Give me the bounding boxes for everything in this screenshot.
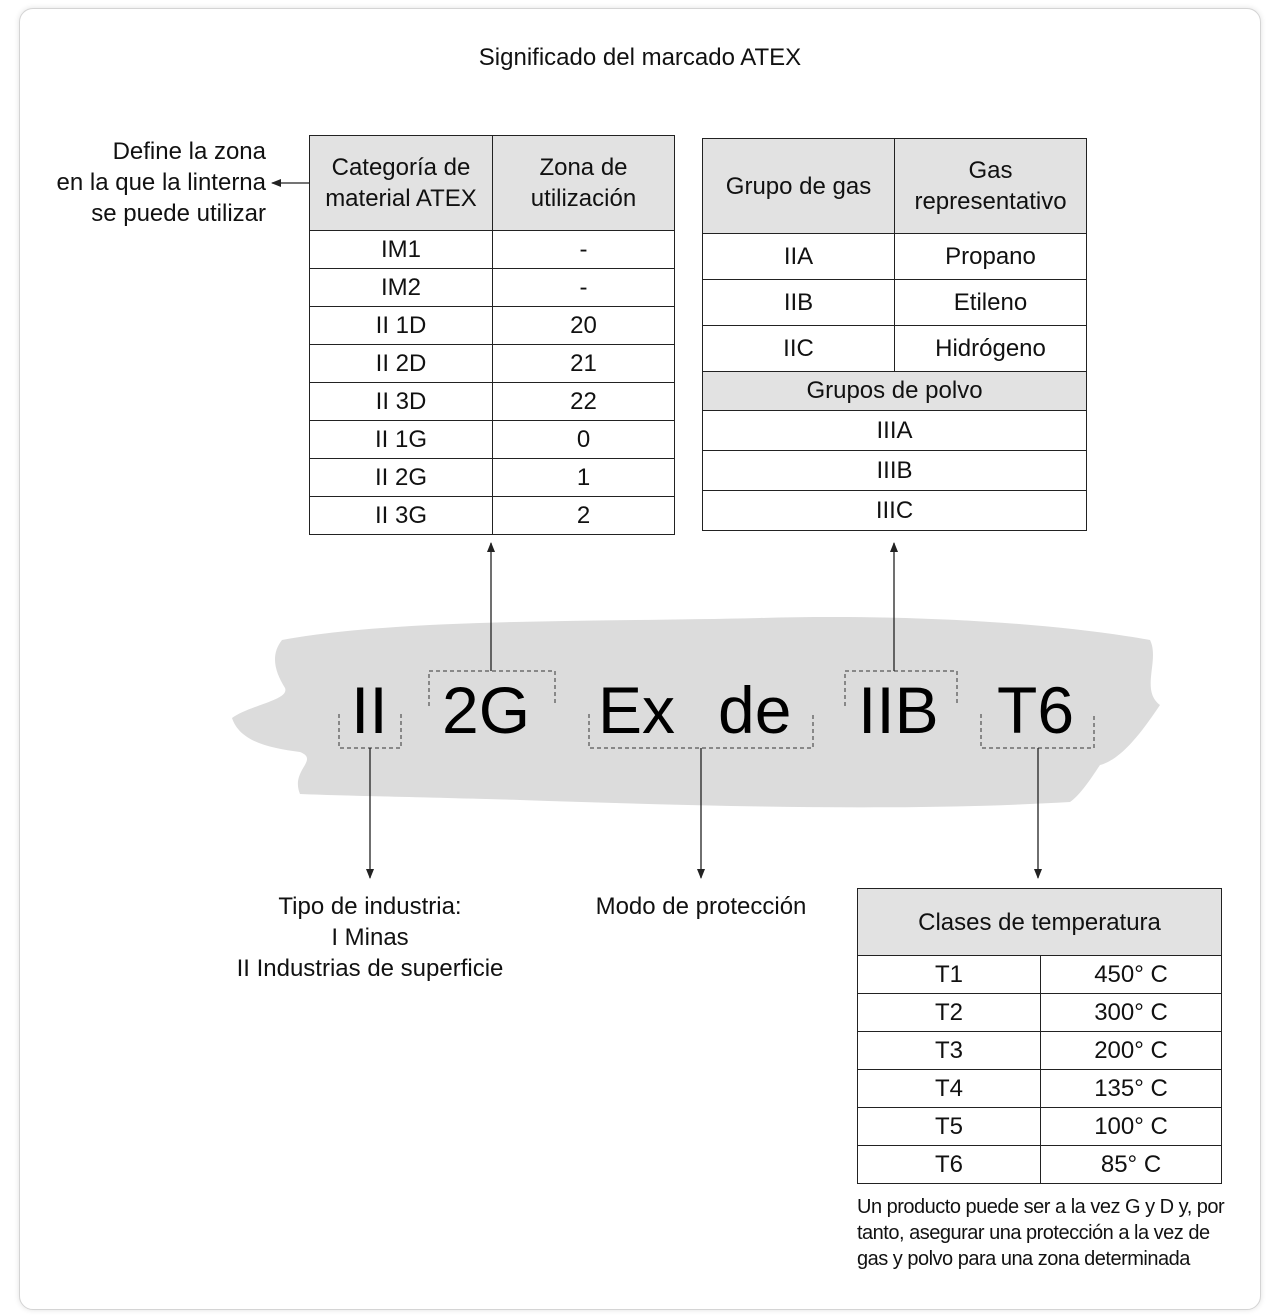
table-row (858, 1070, 1222, 1108)
table-row (703, 491, 1087, 531)
temp-value-cell: 450° C (1041, 956, 1222, 994)
table-row (310, 231, 675, 269)
category-cell: IM2 (310, 269, 493, 307)
temp-class-cell: T5 (858, 1108, 1041, 1146)
define-line-1: Define la zona (112, 138, 266, 165)
zone-cell: 20 (493, 307, 675, 345)
dust-group-cell: IIIA (703, 411, 1087, 451)
zone-cell: 21 (493, 345, 675, 383)
dust-header-row (703, 372, 1087, 411)
table-row (703, 326, 1087, 372)
zone-cell: 22 (493, 383, 675, 421)
category-header: Categoría de material ATEX (310, 136, 493, 231)
table-row (310, 345, 675, 383)
define-line-2: en la que la linterna (56, 169, 266, 196)
define-zone-note (57, 136, 266, 229)
dust-group-cell: IIIC (703, 491, 1087, 531)
table-row (310, 307, 675, 345)
category-cell: II 3G (310, 497, 493, 535)
temperature-classes-header: Clases de temperatura (858, 889, 1222, 956)
representative-gas-header: Gas representativo (895, 139, 1087, 234)
table-row (310, 459, 675, 497)
table-row (310, 269, 675, 307)
temp-value-cell: 100° C (1041, 1108, 1222, 1146)
temp-value-cell: 85° C (1041, 1146, 1222, 1184)
table-row (858, 1032, 1222, 1070)
marking-protection: de (718, 673, 792, 747)
zone-cell: - (493, 269, 675, 307)
gas-group-header: Grupo de gas (703, 139, 895, 234)
figure-title: Significado del marcado ATEX (478, 44, 802, 71)
table-row (703, 280, 1087, 326)
gas-group-table (702, 138, 1087, 531)
table-row (703, 234, 1087, 280)
zone-cell: 1 (493, 459, 675, 497)
industry-desc-line: I Minas (331, 924, 409, 951)
temp-value-cell: 200° C (1041, 1032, 1222, 1070)
gas-group-cell: IIB (703, 280, 895, 326)
dust-group-cell: IIIB (703, 451, 1087, 491)
marking-industry: II (351, 673, 388, 747)
table-row (703, 451, 1087, 491)
temp-class-cell: T6 (858, 1146, 1041, 1184)
gas-group-cell: IIC (703, 326, 895, 372)
marking-category: 2G (442, 673, 531, 747)
table-row (858, 956, 1222, 994)
zone-cell: 0 (493, 421, 675, 459)
gas-cell: Hidrógeno (895, 326, 1087, 372)
marking-ex: Ex (598, 673, 676, 747)
table-row (310, 497, 675, 535)
dust-groups-header: Grupos de polvo (703, 372, 1087, 411)
temp-value-cell: 300° C (1041, 994, 1222, 1032)
category-cell: II 2D (310, 345, 493, 383)
table-row (310, 383, 675, 421)
table-row (858, 1146, 1222, 1184)
industry-desc-line: II Industrias de superficie (236, 955, 504, 982)
table-row (858, 1108, 1222, 1146)
temperature-class-table (857, 888, 1222, 1184)
marking-temperature: T6 (997, 673, 1075, 747)
category-table (309, 135, 675, 535)
category-cell: IM1 (310, 231, 493, 269)
table-row (703, 411, 1087, 451)
temp-class-cell: T4 (858, 1070, 1041, 1108)
marking-gas-group: IIB (858, 673, 939, 747)
category-cell: II 1D (310, 307, 493, 345)
temp-class-cell: T3 (858, 1032, 1041, 1070)
temp-class-cell: T1 (858, 956, 1041, 994)
protection-description: Modo de protección (595, 893, 807, 920)
zone-cell: 2 (493, 497, 675, 535)
industry-desc-line: Tipo de industria: (278, 893, 462, 920)
gas-cell: Propano (895, 234, 1087, 280)
temp-class-cell: T2 (858, 994, 1041, 1032)
table-row (858, 994, 1222, 1032)
table-row (310, 421, 675, 459)
category-cell: II 3D (310, 383, 493, 421)
industry-description (200, 891, 540, 984)
gas-group-cell: IIA (703, 234, 895, 280)
define-line-3: se puede utilizar (91, 200, 266, 227)
gas-cell: Etileno (895, 280, 1087, 326)
category-cell: II 2G (310, 459, 493, 497)
zone-cell: - (493, 231, 675, 269)
gd-note: Un producto puede ser a la vez G y D y, por tanto, asegurar una protección a la vez de gas y polvo para una zona determinada (857, 1196, 1225, 1270)
zone-header: Zona de utilización (493, 136, 675, 231)
temp-value-cell: 135° C (1041, 1070, 1222, 1108)
category-cell: II 1G (310, 421, 493, 459)
